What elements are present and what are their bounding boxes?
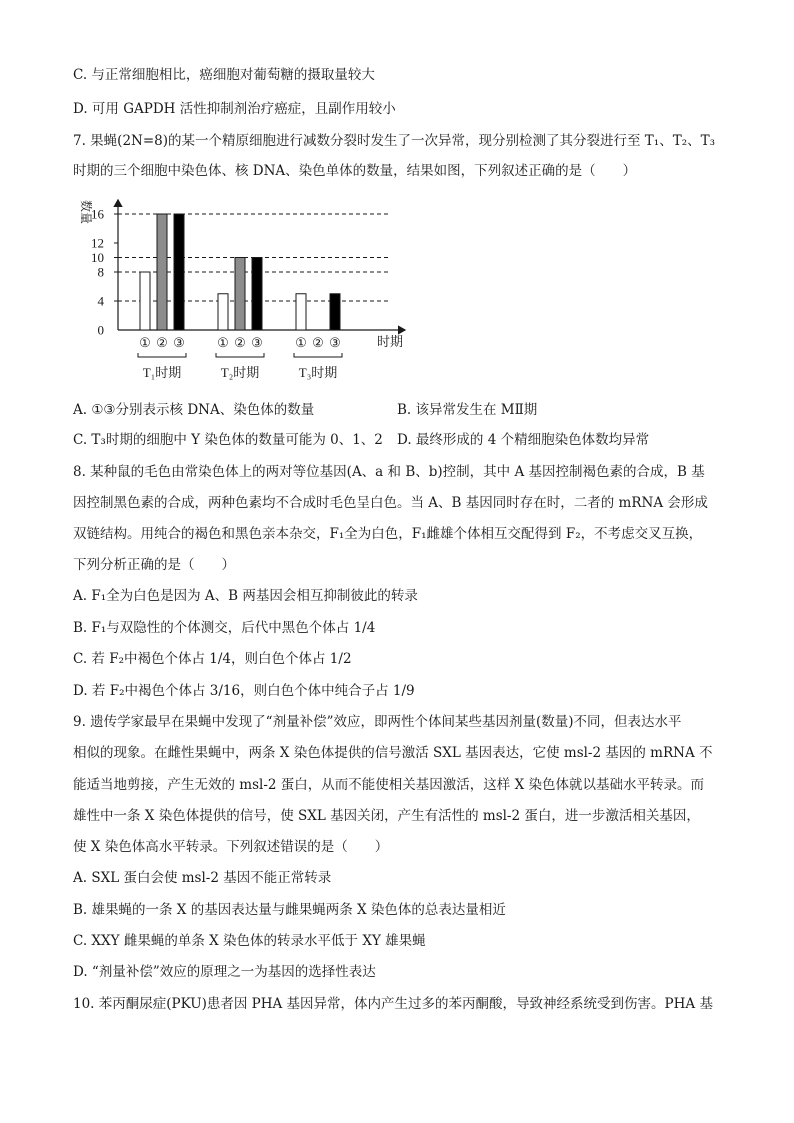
q9-option-d: D. “剂量补偿”效应的原理之一为基因的选择性表达	[73, 964, 376, 980]
group-label-2: T₂时期	[220, 365, 260, 380]
q8-stem-line3: 双链结构。用纯合的褐色和黑色亲本杂交，F₁全为白色，F₁雌雄个体相互交配得到 F₂，不考虑交叉互换，	[73, 526, 703, 542]
bar-label-3-2: ②	[312, 335, 324, 350]
y-tick-label-12: 12	[91, 235, 104, 251]
bar-label-2-3: ③	[251, 335, 263, 350]
q7-option-d: D. 最终形成的 4 个精细胞染色体数均异常	[397, 432, 650, 448]
group-bracket-2	[216, 353, 264, 357]
q6-option-c: C. 与正常细胞相比，癌细胞对葡萄糖的摄取量较大	[73, 67, 375, 83]
q9-stem-line2: 相似的现象。在雌性果蝇中，两条 X 染色体提供的信号激活 SXL 基因表达，它使 msl-2 基因的 mRNA 不	[73, 745, 713, 761]
bar-3-3	[330, 294, 340, 330]
q9-stem-line4: 雄性中一条 X 染色体提供的信号，使 SXL 基因关闭，产生有活性的 msl-2 蛋白，进一步激活相关基因，	[73, 808, 700, 824]
q7-option-a: A. ①③分别表示核 DNA、染色体的数量	[73, 402, 315, 418]
q8-stem-line1: 8. 某种鼠的毛色由常染色体上的两对等位基因(A、a 和 B、b)控制，其中 A 基因控制褐色素的合成，B 基	[73, 464, 705, 480]
q10-stem-line1: 10. 苯丙酮尿症(PKU)患者因 PHA 基因异常，体内产生过多的苯丙酮酸，导致神经系统受到伤害。PHA 基	[73, 996, 713, 1012]
bar-1-3	[174, 214, 184, 330]
bar-label-1-3: ③	[173, 335, 185, 350]
q9-option-b: B. 雄果蝇的一条 X 的基因表达量与雌果蝇两条 X 染色体的总表达量相近	[73, 902, 506, 918]
q7-stem-line1: 7. 果蝇(2N=8)的某一个精原细胞进行减数分裂时发生了一次异常，现分别检测了其分裂进行至 T₁、T₂、T₃	[73, 133, 716, 149]
q9-stem-line3: 能适当地剪接，产生无效的 msl-2 蛋白，从而不能使相关基因激活，这样 X 染色体就以基础水平转录。而	[73, 777, 704, 793]
q8-option-a: A. F₁全为白色是因为 A、B 两基因会相互抑制彼此的转录	[73, 588, 418, 604]
bar-label-3-3: ③	[329, 335, 341, 350]
y-axis-label: 数量	[79, 200, 93, 225]
group-bracket-3	[294, 353, 342, 357]
q7-bar-chart	[70, 196, 420, 388]
q8-option-c: C. 若 F₂中褐色个体占 1/4，则白色个体占 1/2	[73, 651, 352, 667]
bar-label-1-2: ②	[156, 335, 168, 350]
q6-option-d: D. 可用 GAPDH 活性抑制剂治疗癌症，且副作用较小	[73, 101, 396, 117]
y-tick-label-16: 16	[91, 206, 104, 222]
bar-3-1	[296, 294, 306, 330]
q7-option-b: B. 该异常发生在 MⅡ期	[397, 402, 538, 418]
group-label-3: T₃时期	[298, 365, 338, 380]
q8-stem-line2: 因控制黑色素的合成，两种色素均不合成时毛色呈白色。当 A、B 基因同时存在时，二者的 mRNA 会形成	[73, 495, 708, 511]
bar-1-2	[157, 214, 167, 330]
bar-label-1-1: ①	[139, 335, 151, 350]
bar-label-2-1: ①	[217, 335, 229, 350]
group-bracket-1	[138, 353, 186, 357]
q9-stem-line5: 使 X 染色体高水平转录。下列叙述错误的是（ ）	[73, 839, 389, 855]
y-tick-label-10: 10	[91, 250, 104, 265]
bar-2-1	[218, 294, 228, 330]
bar-2-3	[252, 258, 262, 331]
q9-stem-line1: 9. 遗传学家最早在果蝇中发现了“剂量补偿”效应，即两性个体间某些基因剂量(数量)不同，但表达水平	[73, 714, 682, 730]
q8-option-d: D. 若 F₂中褐色个体占 3/16，则白色个体中纯合子占 1/9	[73, 683, 415, 699]
q9-option-a: A. SXL 蛋白会使 msl-2 基因不能正常转录	[73, 870, 332, 886]
q7-stem-line2: 时期的三个细胞中染色体、核 DNA、染色单体的数量，结果如图，下列叙述正确的是（ ）	[73, 163, 637, 179]
y-tick-label-8: 8	[97, 264, 104, 280]
bar-label-3-1: ①	[295, 335, 307, 350]
x-axis-label: 时期	[377, 334, 404, 349]
q9-option-c: C. XXY 雌果蝇的单条 X 染色体的转录水平低于 XY 雄果蝇	[73, 933, 426, 949]
bar-2-2	[235, 258, 245, 331]
q7-option-c: C. T₃时期的细胞中 Y 染色体的数量可能为 0、1、2	[73, 432, 383, 448]
y-tick-label-4: 4	[97, 293, 104, 309]
q8-stem-line4: 下列分析正确的是（ ）	[73, 557, 235, 573]
q8-option-b: B. F₁与双隐性的个体测交，后代中黑色个体占 1/4	[73, 620, 376, 636]
group-label-1: T₁时期	[142, 365, 182, 380]
y-tick-label-0: 0	[97, 322, 104, 338]
bar-1-1	[140, 272, 150, 330]
bar-label-2-2: ②	[234, 335, 246, 350]
